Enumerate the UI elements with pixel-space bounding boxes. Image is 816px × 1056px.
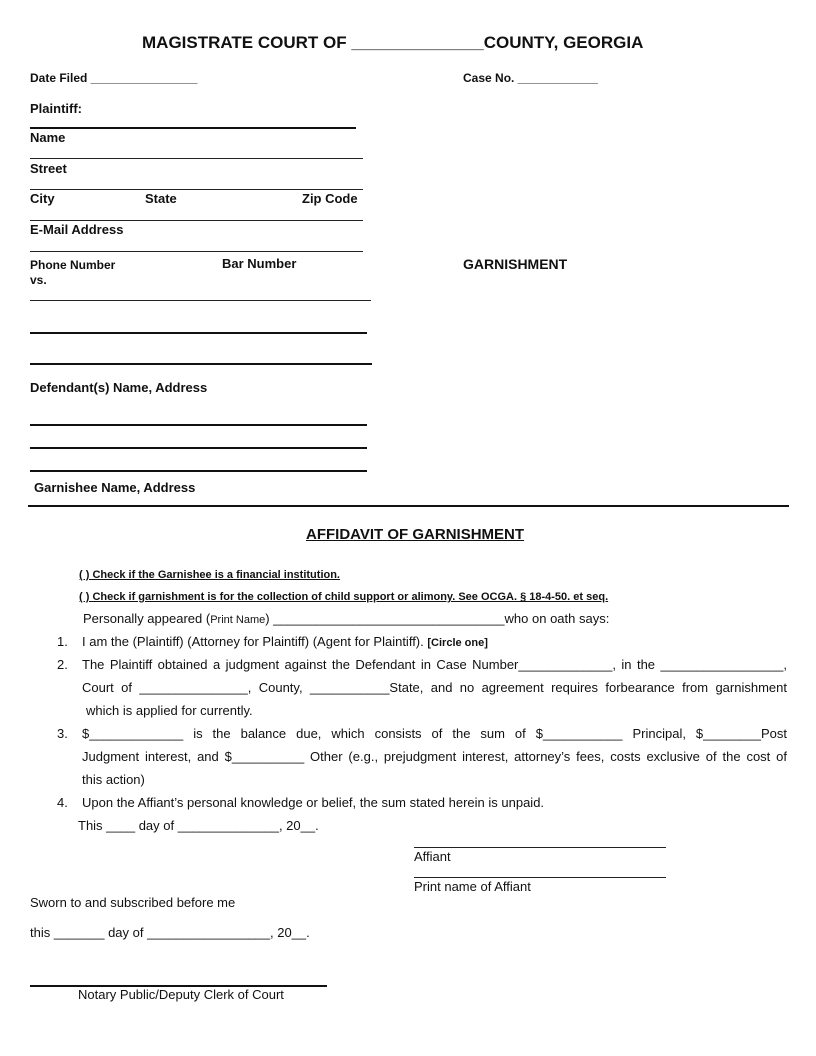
garnishee-line-2[interactable] — [30, 447, 367, 449]
garnishee-line-3[interactable] — [30, 470, 367, 472]
affiant-print-label: Print name of Affiant — [414, 879, 531, 894]
notary-label: Notary Public/Deputy Clerk of Court — [78, 987, 284, 1002]
item-3-number: 3. — [57, 726, 68, 741]
sworn-statement: Sworn to and subscribed before me — [30, 895, 236, 910]
versus-label: vs. — [30, 273, 47, 287]
plaintiff-name-label: Name — [30, 130, 66, 145]
plaintiff-city-label: City — [30, 191, 55, 206]
plaintiff-email-label: E-Mail Address — [30, 222, 124, 237]
section-divider — [28, 505, 789, 507]
affiant-label: Affiant — [414, 849, 451, 864]
defendant-label: Defendant(s) Name, Address — [30, 380, 208, 395]
affiant-date-line[interactable]: This ____ day of ______________, 20__. — [78, 818, 319, 833]
affidavit-title: AFFIDAVIT OF GARNISHMENT — [306, 526, 525, 543]
plaintiff-phone-label: Phone Number — [30, 258, 116, 272]
case-number-field[interactable]: Case No. ____________ — [463, 71, 598, 85]
affiant-print-line[interactable] — [414, 877, 666, 878]
item-2-line-1[interactable]: The Plaintiff obtained a judgment against the Defendant in Case Number_____________, in the _________________, — [82, 657, 787, 672]
plaintiff-street-label: Street — [30, 161, 67, 176]
item-3-line-2[interactable]: Judgment interest, and $__________ Other (e.g., prejudgment interest, attorney’s fees, costs exclusive of the cost of — [82, 749, 787, 764]
court-title — [142, 33, 643, 53]
county-blank[interactable]: ______________ — [351, 33, 484, 52]
garnishment-label: GARNISHMENT — [463, 256, 568, 272]
item-3-line-1[interactable]: $_____________ is the balance due, which consists of the sum of $___________ Principal, $________Post — [82, 726, 787, 741]
court-title-prefix: MAGISTRATE COURT OF — [142, 33, 347, 52]
plaintiff-phone-line[interactable] — [30, 251, 363, 252]
plaintiff-name-line[interactable] — [30, 127, 356, 129]
item-4-number: 4. — [57, 795, 68, 810]
plaintiff-state-label: State — [145, 191, 177, 206]
item-2-line-2[interactable]: Court of _______________, County, ___________State, and no agreement requires forbearance from garnishment — [82, 680, 787, 695]
garnishee-label: Garnishee Name, Address — [34, 480, 196, 495]
item-2-number: 2. — [57, 657, 68, 672]
plaintiff-city-line[interactable] — [30, 189, 363, 190]
child-support-checkbox[interactable]: ( ) Check if garnishment is for the collection of child support or alimony. See OCGA. § 18-4-50. et seq. — [79, 591, 609, 603]
plaintiff-heading: Plaintiff: — [30, 101, 82, 116]
plaintiff-bar-label: Bar Number — [222, 256, 297, 271]
item-1-number: 1. — [57, 634, 68, 649]
plaintiff-zip-label: Zip Code — [302, 191, 358, 206]
item-3-line-3: this action) — [82, 772, 145, 787]
financial-institution-checkbox[interactable]: ( ) Check if the Garnishee is a financial institution. — [79, 569, 340, 581]
defendant-line-3[interactable] — [30, 363, 372, 365]
item-4-text: Upon the Affiant’s personal knowledge or belief, the sum stated herein is unpaid. — [82, 795, 545, 810]
garnishee-line-1[interactable] — [30, 424, 367, 426]
date-filed-field[interactable]: Date Filed ________________ — [30, 71, 198, 85]
plaintiff-email-line[interactable] — [30, 220, 363, 221]
court-title-suffix: COUNTY, GEORGIA — [483, 33, 644, 52]
affiant-signature-line[interactable] — [414, 847, 666, 848]
personally-appeared-line[interactable]: Personally appeared (Print Name) ________________________________who on oath says: — [83, 611, 610, 626]
notary-date-line[interactable]: this _______ day of _________________, 20__. — [30, 925, 310, 940]
item-1-text: I am the (Plaintiff) (Attorney for Plaintiff) (Agent for Plaintiff). [Circle one] — [82, 634, 488, 649]
plaintiff-street-line[interactable] — [30, 158, 363, 159]
defendant-line-2[interactable] — [30, 332, 367, 334]
defendant-line-1[interactable] — [30, 300, 371, 301]
item-2-line-3: which is applied for currently. — [86, 703, 253, 718]
